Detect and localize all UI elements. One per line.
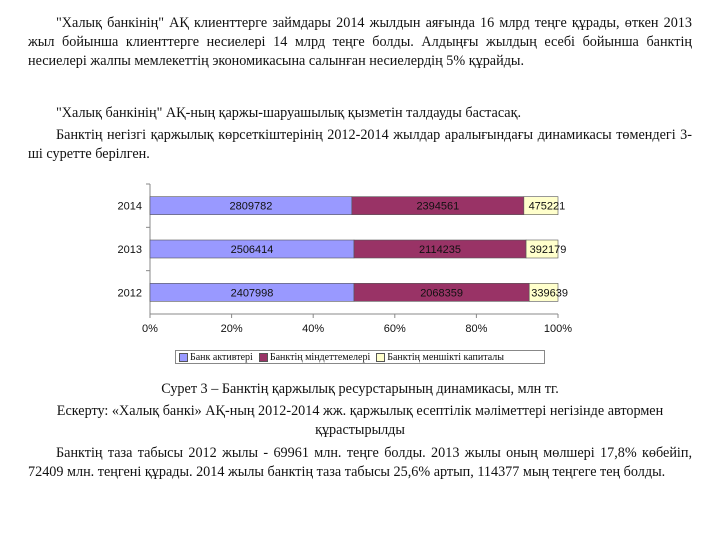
legend-item-assets bbox=[179, 352, 253, 363]
legend-swatch-capital bbox=[376, 353, 385, 362]
category-label-2013: 2013 bbox=[117, 244, 142, 256]
legend-label-liabilities: Банктің міндеттемелері bbox=[269, 351, 371, 363]
bar-chart bbox=[108, 176, 578, 376]
data-label-2012-series-0: 2407998 bbox=[230, 287, 274, 300]
data-label-2012-series-1: 2068359 bbox=[420, 287, 464, 300]
legend-item-capital bbox=[376, 352, 504, 363]
data-label-2013-series-0: 2506414 bbox=[230, 244, 274, 256]
category-label-2012: 2012 bbox=[117, 287, 142, 300]
data-label-2014-series-1: 2394561 bbox=[416, 200, 460, 213]
legend-swatch-assets bbox=[179, 353, 188, 362]
data-label-2013-series-1: 2114235 bbox=[419, 244, 462, 256]
figure-note: Ескерту: «Халық банкі» АҚ-ның 2012-2014 жж. қаржылық есептілік мәліметтері негізінде автормен құрастырылды bbox=[56, 403, 664, 438]
paragraph-indicators: Банктің негізгі қаржылық көрсеткіштерінің 2012-2014 жылдар аралығындағы динамикасы төмендегі 3-ші суретте берілген. bbox=[28, 127, 692, 163]
legend-label-assets: Банк активтері bbox=[190, 351, 253, 363]
paragraph-net-income: Банктің таза табысы 2012 жылы - 69961 млн. теңге болды. 2013 жылы оның мөлшері 17,8% көбейіп, 72409 млн. теңгені құрады. 2014 жылы банктің таза табысы 25,6% артып, 114377 мың теңгеге тең болды. bbox=[28, 445, 692, 481]
chart-svg bbox=[108, 176, 578, 376]
x-tick-label-2: 40% bbox=[302, 323, 325, 335]
figure-caption: Сурет 3 – Банктің қаржылық ресурстарының динамикасы, млн тг. bbox=[161, 381, 559, 397]
data-label-2014-series-0: 2809782 bbox=[229, 200, 273, 213]
paragraph-loans: "Халық банкінің" АҚ клиенттерге займдары 2014 жылдын аяғында 16 млрд теңге құрады, өткен 2013 жыл бойынша клиенттерге несиелері 14 млрд теңге болды. Алдыңғы жылдың есебі бойынша банктің несиелері жалпы мемлекеттің экономикасына салынған несиелердің 5% құрайды. bbox=[28, 15, 692, 70]
x-tick-label-0: 0% bbox=[142, 323, 158, 335]
x-tick-label-4: 80% bbox=[465, 323, 488, 335]
data-label-2014-series-2: 475221 bbox=[528, 200, 566, 213]
legend-label-capital: Банктің меншікті капиталы bbox=[387, 351, 504, 363]
x-tick-label-3: 60% bbox=[383, 323, 406, 335]
paragraph-analysis-intro: "Халық банкінің" АҚ-ның қаржы-шаруашылық қызметін талдауды бастасақ. bbox=[56, 105, 522, 121]
x-tick-label-1: 20% bbox=[220, 323, 243, 335]
chart-legend bbox=[175, 350, 545, 364]
legend-item-liabilities bbox=[259, 352, 370, 363]
data-label-2013-series-2: 392179 bbox=[529, 244, 567, 256]
legend-swatch-liabilities bbox=[259, 353, 268, 362]
data-label-2012-series-2: 339639 bbox=[531, 287, 568, 300]
x-tick-label-5: 100% bbox=[543, 323, 573, 335]
category-label-2014: 2014 bbox=[117, 200, 142, 213]
